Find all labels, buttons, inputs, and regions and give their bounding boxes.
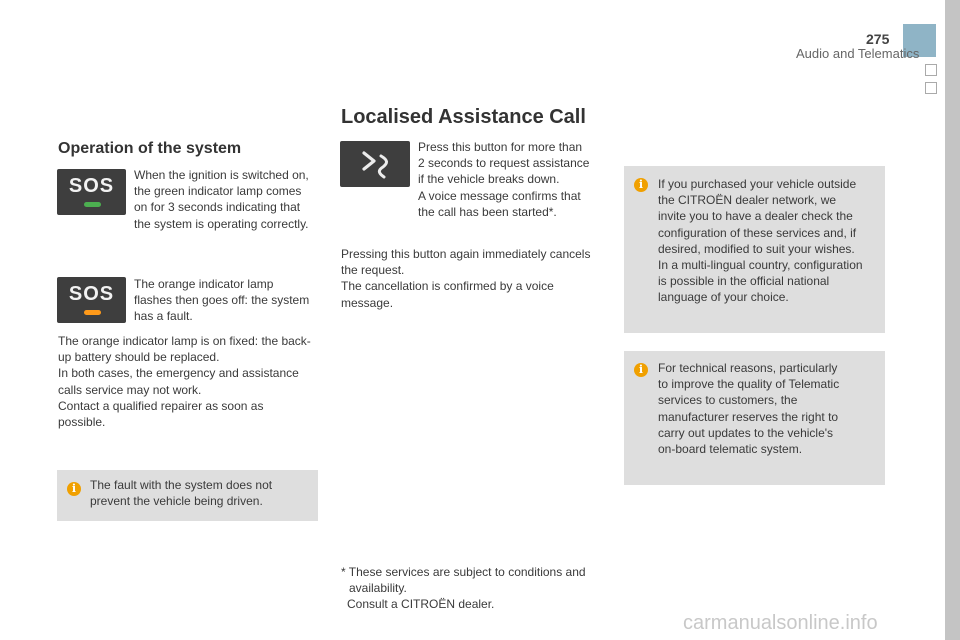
technical-note-text: For technical reasons, particularly to improve the quality of Telematic services to customers, the manufacturer reserves the right to carry out updates to the vehicle's on-board telematic system. [658,361,840,457]
dealer-note-box [624,166,885,333]
assistance-button [340,141,410,187]
sos-label: SOS [68,175,115,197]
technical-note-box [624,351,885,485]
sos-button-green [57,169,126,215]
operation-heading: Operation of the system [58,140,242,157]
watermark-text: carmanualsonline.info [683,612,878,634]
sos-button-orange [57,277,126,323]
right-edge-bar [945,0,960,640]
page-number: 275 [866,31,890,47]
info-icon: i [634,178,648,192]
cancel-text: Pressing this button again immediately cancels the request. The cancellation is confirmed by a voice message. [341,247,591,310]
green-lamp-text: When the ignition is switched on, the green indicator lamp comes on for 3 seconds indicating that the system is operating correctly. [134,168,309,231]
fault-note-text: The fault with the system does not prevent the vehicle being driven. [90,478,273,509]
button-instructions-text: Press this button for more than 2 seconds to request assistance if the vehicle breaks down. A voice message confirms that the call has been started*. [418,140,590,219]
sos-label: SOS [68,283,115,305]
fixed-lamp-text: The orange indicator lamp is on fixed: the back- up battery should be replaced. In both cases, the emergency and assistance calls service may not work. Contact a qualified repairer as soon as possible. [58,334,311,430]
ds-logo-icon [340,141,410,187]
orange-led-icon [84,310,101,315]
info-icon: i [67,482,81,496]
assistance-heading: Localised Assistance Call [341,106,586,128]
info-icon: i [634,363,648,377]
green-led-icon [84,202,101,207]
section-title: Audio and Telematics [796,46,920,61]
footnote-text: * These services are subject to conditions and availability. Consult a CITROËN dealer. [341,565,586,612]
orange-lamp-text: The orange indicator lamp flashes then goes off: the system has a fault. [134,277,310,324]
nav-square-1 [925,64,937,76]
dealer-note-text: If you purchased your vehicle outside the CITROËN dealer network, we invite you to have a dealer check the configuration of these services and, if desired, modified to suit your wishes. In a multi-lingual country, configuration is possible in the official national language of your choice. [658,177,863,305]
nav-square-2 [925,82,937,94]
fault-note-box [57,470,318,521]
